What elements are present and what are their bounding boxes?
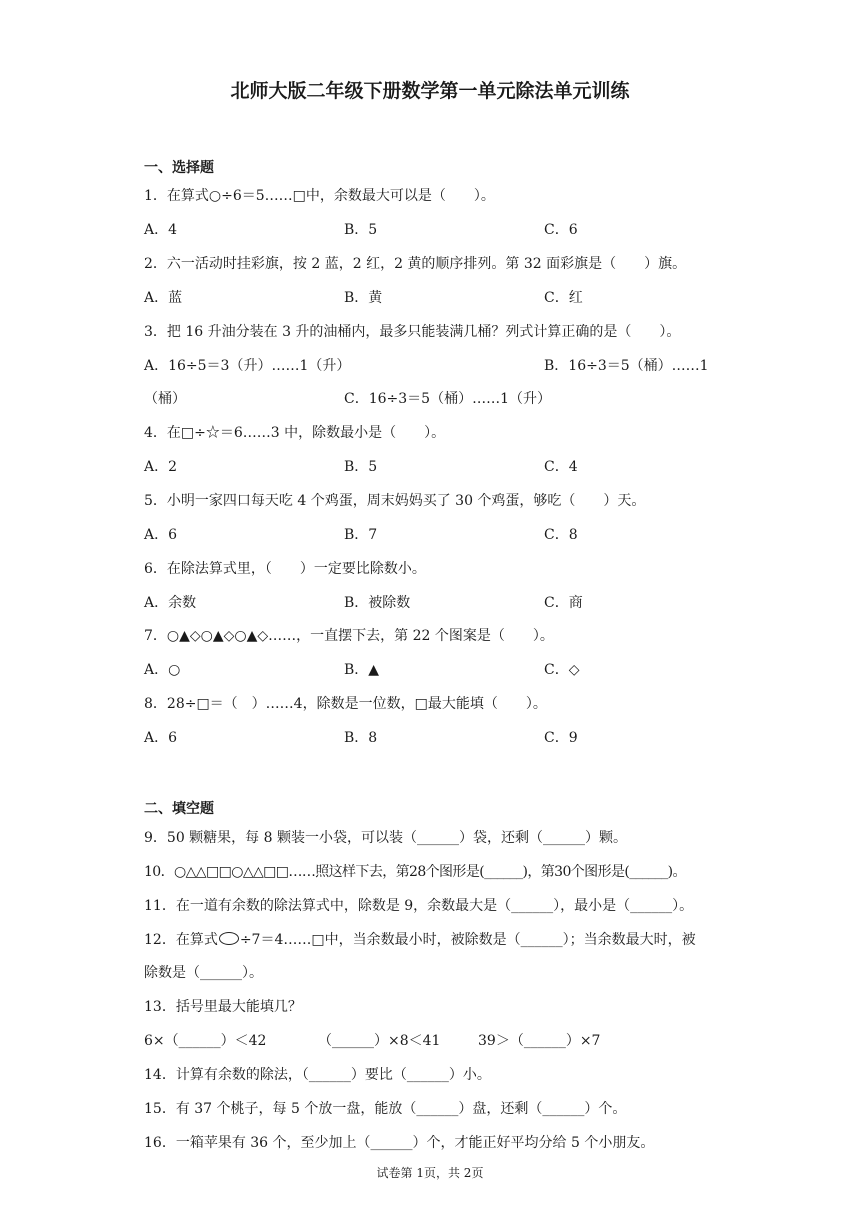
q8-option-c: C．9 [544, 730, 578, 746]
q12-suffix: ÷7＝4……□中，当余数最小时，被除数是（______）；当余数最大时，被 [239, 932, 696, 948]
question-5: 5．小明一家四口每天吃 4 个鸡蛋，周末妈妈买了 30 个鸡蛋，够吃（ ）天。 [144, 493, 646, 509]
question-4: 4．在□÷☆＝6……3 中，除数最小是（ ）。 [144, 425, 446, 441]
q5-option-a: A．6 [144, 527, 178, 543]
q8-option-a: A．6 [144, 730, 178, 746]
q2-option-c: C．红 [544, 290, 583, 306]
question-1: 1．在算式○÷6＝5……□中，余数最大可以是（ ）。 [144, 188, 495, 204]
q2-option-b: B．黄 [344, 290, 383, 306]
q7-option-c: C．◇ [544, 662, 580, 678]
q1-option-b: B．5 [344, 222, 378, 238]
q3-option-a: A．16÷5＝3（升）……1（升） [144, 358, 351, 374]
q13-item-3: 39＞（______）×7 [478, 1033, 601, 1049]
question-15: 15．有 37 个桃子，每 5 个放一盘，能放（______）盘，还剩（______）个。 [144, 1101, 627, 1117]
question-13: 13．括号里最大能填几？ [144, 999, 302, 1015]
q3-option-c: C．16÷3＝5（桶）……1（升） [344, 391, 551, 407]
section-heading-choice: 一、选择题 [144, 160, 214, 176]
q6-option-b: B．被除数 [344, 595, 411, 611]
q7-option-a: A．○ [144, 662, 181, 678]
question-7: 7．○▲◇○▲◇○▲◇……，一直摆下去，第 22 个图案是（ ）。 [144, 628, 554, 644]
q3-option-b-cont: （桶） [144, 391, 186, 407]
q4-option-c: C．4 [544, 459, 578, 475]
q5-option-b: B．7 [344, 527, 378, 543]
q8-option-b: B．8 [344, 730, 378, 746]
question-10: 10．○△△□□○△△□□……照这样下去，第28个图形是(______)，第30个图形是(______)。 [144, 864, 686, 880]
section-heading-fill: 二、填空题 [144, 801, 214, 817]
q3-option-b: B．16÷3＝5（桶）……1 [544, 358, 709, 374]
q4-option-b: B．5 [344, 459, 378, 475]
q6-option-c: C．商 [544, 595, 583, 611]
ellipse-icon [219, 932, 239, 945]
question-11: 11．在一道有余数的除法算式中，除数是 9，余数最大是（______），最小是（______）。 [144, 898, 694, 914]
question-12-cont: 除数是（______）。 [144, 965, 263, 981]
question-12 [144, 930, 696, 950]
q1-option-a: A．4 [144, 222, 178, 238]
q7-option-b: B．▲ [344, 662, 380, 678]
q12-prefix: 12．在算式 [144, 932, 218, 948]
q2-option-a: A．蓝 [144, 290, 183, 306]
q6-option-a: A．余数 [144, 595, 197, 611]
q13-item-1: 6×（______）＜42 [144, 1033, 267, 1049]
q1-option-c: C．6 [544, 222, 578, 238]
page-footer: 试卷第 1页，共 2页 [376, 1166, 484, 1180]
question-6: 6．在除法算式里，（ ）一定要比除数小。 [144, 561, 426, 577]
question-16: 16．一箱苹果有 36 个，至少加上（______）个，才能正好平均分给 5 个小朋友。 [144, 1135, 655, 1151]
question-9: 9．50 颗糖果，每 8 颗装一小袋，可以装（______）袋，还剩（______）颗。 [144, 830, 627, 846]
question-14: 14．计算有余数的除法，（______）要比（______）小。 [144, 1067, 491, 1083]
q4-option-a: A．2 [144, 459, 178, 475]
question-3: 3．把 16 升油分装在 3 升的油桶内，最多只能装满几桶？列式计算正确的是（ ）。 [144, 324, 681, 340]
q13-item-2: （______）×8＜41 [318, 1033, 441, 1049]
q5-option-c: C．8 [544, 527, 578, 543]
question-8: 8．28÷□＝（ ）……4，除数是一位数，□最大能填（ ）。 [144, 696, 547, 712]
page-title: 北师大版二年级下册数学第一单元除法单元训练 [230, 80, 630, 102]
question-2: 2．六一活动时挂彩旗，按 2 蓝，2 红，2 黄的顺序排列。第 32 面彩旗是（ ）旗。 [144, 256, 687, 272]
